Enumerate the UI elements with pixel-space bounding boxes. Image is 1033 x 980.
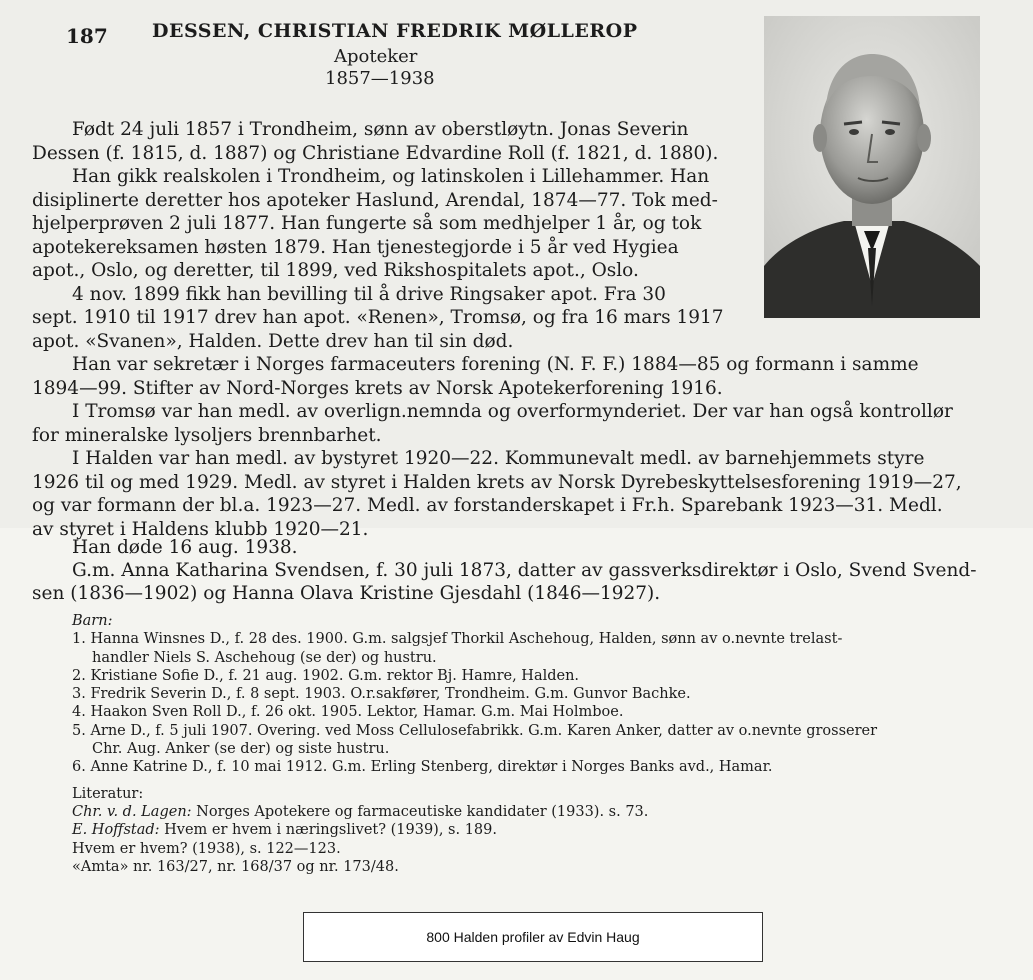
text-line: og var formann der bl.a. 1923—27. Medl. av forstanderskapet i Fr.h. Sparebank 1923—31. Medl. (32, 495, 943, 516)
text-line: sept. 1910 til 1917 drev han apot. «Renen», Tromsø, og fra 16 mars 1917 (32, 307, 724, 328)
children-list (72, 612, 992, 876)
spacer (72, 777, 992, 785)
text-line: Han var sekretær i Norges farmaceuters forening (N. F. F.) 1884—85 og formann i samme (72, 354, 919, 375)
death-marriage-text (32, 536, 992, 605)
text-line: Dessen (f. 1815, d. 1887) og Christiane Edvardine Roll (f. 1821, d. 1880). (32, 142, 719, 164)
literature-author: E. Hoffstad: (72, 822, 160, 839)
text-line: Han døde 16 aug. 1938. (72, 537, 298, 558)
list-item: 5. Arne D., f. 5 juli 1907. Overing. ved Moss Cellulosefabrikk. G.m. Karen Anker, datter av o.nevnte grosserer (72, 722, 878, 739)
list-item: 3. Fredrik Severin D., f. 8 sept. 1903. O.r.sakfører, Trondheim. G.m. Gunvor Bachke. (72, 686, 691, 703)
text-line: I Halden var han medl. av bystyret 1920—22. Kommunevalt medl. av barnehjemmets styre (72, 448, 925, 469)
text-line: apot. «Svanen», Halden. Dette drev han til sin død. (32, 330, 514, 352)
text-line: 1926 til og med 1929. Medl. av styret i Halden krets av Norsk Dyrebeskyttelsesforening 1919—27, (32, 471, 962, 493)
entry-number: 187 (66, 24, 108, 48)
literature-title: Hvem er hvem? (1938), s. 122—123. (72, 840, 341, 857)
literature-item (72, 821, 992, 839)
list-item: 2. Kristiane Sofie D., f. 21 aug. 1902. G.m. rektor Bj. Hamre, Halden. (72, 667, 580, 684)
text-line: for mineralske lysoljers brennbarhet. (32, 424, 382, 446)
entry-role: Apoteker (334, 46, 418, 67)
literature-heading: Literatur: (72, 785, 144, 802)
caption-box (303, 912, 763, 962)
text-line: 4 nov. 1899 fikk han bevilling til å drive Ringsaker apot. Fra 30 (72, 283, 666, 305)
literature-title: «Amta» nr. 163/27, nr. 168/37 og nr. 173/48. (72, 858, 399, 875)
text-line: Han gikk realskolen i Trondheim, og latinskolen i Lillehammer. Han (72, 166, 710, 187)
list-item: 1. Hanna Winsnes D., f. 28 des. 1900. G.m. salgsjef Thorkil Aschehoug, Halden, sønn av o.nevnte trelast- (72, 631, 843, 648)
list-item: Chr. Aug. Anker (se der) og siste hustru. (92, 741, 390, 758)
literature-item (72, 803, 992, 821)
entry-years: 1857—1938 (325, 68, 435, 89)
text-line: sen (1836—1902) og Hanna Olava Kristine Gjesdahl (1846—1927). (32, 583, 661, 604)
list-item: handler Niels S. Aschehoug (se der) og hustru. (92, 649, 437, 666)
literature-title: Norges Apotekere og farmaceutiske kandidater (1933). s. 73. (191, 803, 649, 820)
literature-title: Hvem er hvem i næringslivet? (1939), s. 189. (159, 822, 497, 839)
text-line: apotekereksamen høsten 1879. Han tjenestegjorde i 5 år ved Hygiea (32, 236, 679, 258)
text-line: av styret i Haldens klubb 1920—21. (32, 518, 369, 540)
entry-name: DESSEN, CHRISTIAN FREDRIK MØLLEROP (152, 20, 638, 42)
text-line: disiplinerte deretter hos apoteker Haslund, Arendal, 1874—77. Tok med- (32, 189, 718, 211)
literature-item (72, 840, 992, 858)
list-item: 6. Anne Katrine D., f. 10 mai 1912. G.m. Erling Stenberg, direktør i Norges Banks avd., Hamar. (72, 759, 773, 776)
text-line: Født 24 juli 1857 i Trondheim, sønn av oberstløytn. Jonas Severin (72, 119, 689, 140)
children-heading: Barn: (72, 613, 113, 629)
text-line: hjelperprøven 2 juli 1877. Han fungerte så som medhjelper 1 år, og tok (32, 213, 702, 234)
text-line: I Tromsø var han medl. av overlign.nemnda og overformynderiet. Der var han også kontrollør (72, 401, 953, 422)
biography-text (32, 118, 992, 541)
list-item: 4. Haakon Sven Roll D., f. 26 okt. 1905. Lektor, Hamar. G.m. Mai Holmboe. (72, 704, 624, 721)
literature-author: Chr. v. d. Lagen: (72, 803, 192, 820)
caption-text: 800 Halden profiler av Edvin Haug (426, 929, 640, 945)
text-line: G.m. Anna Katharina Svendsen, f. 30 juli 1873, datter av gassverksdirektør i Oslo, Svend Svend- (72, 560, 977, 581)
text-line: apot., Oslo, og deretter, til 1899, ved Rikshospitalets apot., Oslo. (32, 260, 639, 281)
literature-item (72, 858, 992, 876)
text-line: 1894—99. Stifter av Nord-Norges krets av Norsk Apotekerforening 1916. (32, 377, 723, 399)
